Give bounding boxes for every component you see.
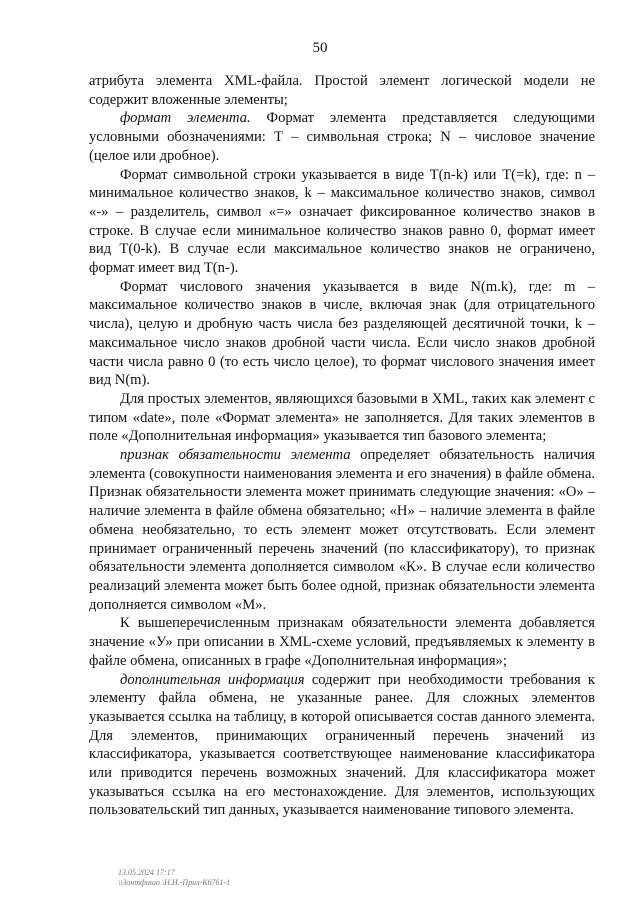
paragraph-text: Формат элемента представляется следующими условными обозначениями: Т – символьная строка; N – числовое значение (целое или дробное).: [89, 110, 595, 164]
paragraph-text: К вышеперечисленным признакам обязательности элемента добавляется значение «У» при описании в XML-схеме условий, предъявляемых к элементу в файле обмена, описанных в графе «Дополнительная информация»;: [89, 615, 595, 669]
paragraph: [89, 671, 595, 821]
paragraph-text: содержит при необходимости требования к элементу файла обмена, не указанные ранее. Для сложных элементов указывается ссылка на таблицу, в которой описывается состав данного элемента. Для элементов, принимающих ограниченный перечень значений из классификатора, указывается соответствующее наименование классификатора или приводится перечень возможных значений. Для классификатора может указываться ссылка на его местонахождение. Для элементов, использующих пользовательский тип данных, указывается наименование типового элемента.: [89, 671, 596, 819]
paragraph: [89, 72, 595, 109]
paragraph-text: Для простых элементов, являющихся базовыми в XML, таких как элемент с типом «date», поле «Формат элемента» не заполняется. Для таких элементов в поле «Дополнительная информация» указывается тип базового элемента;: [89, 390, 595, 445]
paragraph: [89, 278, 595, 390]
paragraph: [89, 390, 595, 446]
paragraph-text: атрибута элемента XML-файла. Простой элемент логической модели не содержит вложенные элементы;: [89, 73, 595, 108]
paragraph: [89, 166, 595, 278]
term-italic: дополнительная информация: [120, 671, 305, 688]
footer-file-path: \\Зонтфишо \Н.И.-Прил-К6761-1: [118, 878, 231, 887]
footer-stamp: [118, 868, 230, 888]
paragraph: [89, 109, 595, 165]
body-text: [89, 72, 595, 820]
paragraph-text: Формат символьной строки указывается в виде T(n-k) или T(=k), где: n – минимальное количество знаков, k – максимальное количество знаков, символ «-» – разделитель, символ «=» означает фиксированное количество знаков в строке. В случае если минимальное количество знаков равно 0, формат имеет вид T(0-k). В случае если максимальное количество знаков не ограничено, формат имеет вид T(n-).: [89, 166, 595, 277]
paragraph-text: определяет обязательность наличия элемента (совокупности наименования элемента и его значения) в файле обмена. Признак обязательности элемента может принимать следующие значения: «О» – наличие элемента в файле обмена обязательно; «Н» – наличие элемента в файле обмена необязательно, то есть элемент может отсутствовать. Если элемент принимает ограниченный перечень значений (по классификатору), то признак обязательности элемента дополняется символом «К». В случае если количество реализаций элемента может быть более одной, признак обязательности элемента дополняется символом «М».: [89, 447, 595, 613]
footer-timestamp: 13.05.2024 17:17: [118, 868, 175, 877]
term-italic: формат элемента.: [120, 110, 251, 127]
paragraph: [89, 614, 595, 670]
page-number: 50: [312, 40, 328, 56]
paragraph: [89, 446, 595, 614]
term-italic: признак обязательности элемента: [120, 447, 351, 464]
paragraph-text: Формат числового значения указывается в виде N(m.k), где: m – максимальное количество знаков в числе, включая знак (для отрицательного числа), целую и дробную часть числа без разделяющей десятичной точки, k – максимальное число знаков дробной части числа. Если число знаков дробной части числа равно 0 (то есть число целое), то формат числового значения имеет вид N(m).: [89, 278, 595, 389]
